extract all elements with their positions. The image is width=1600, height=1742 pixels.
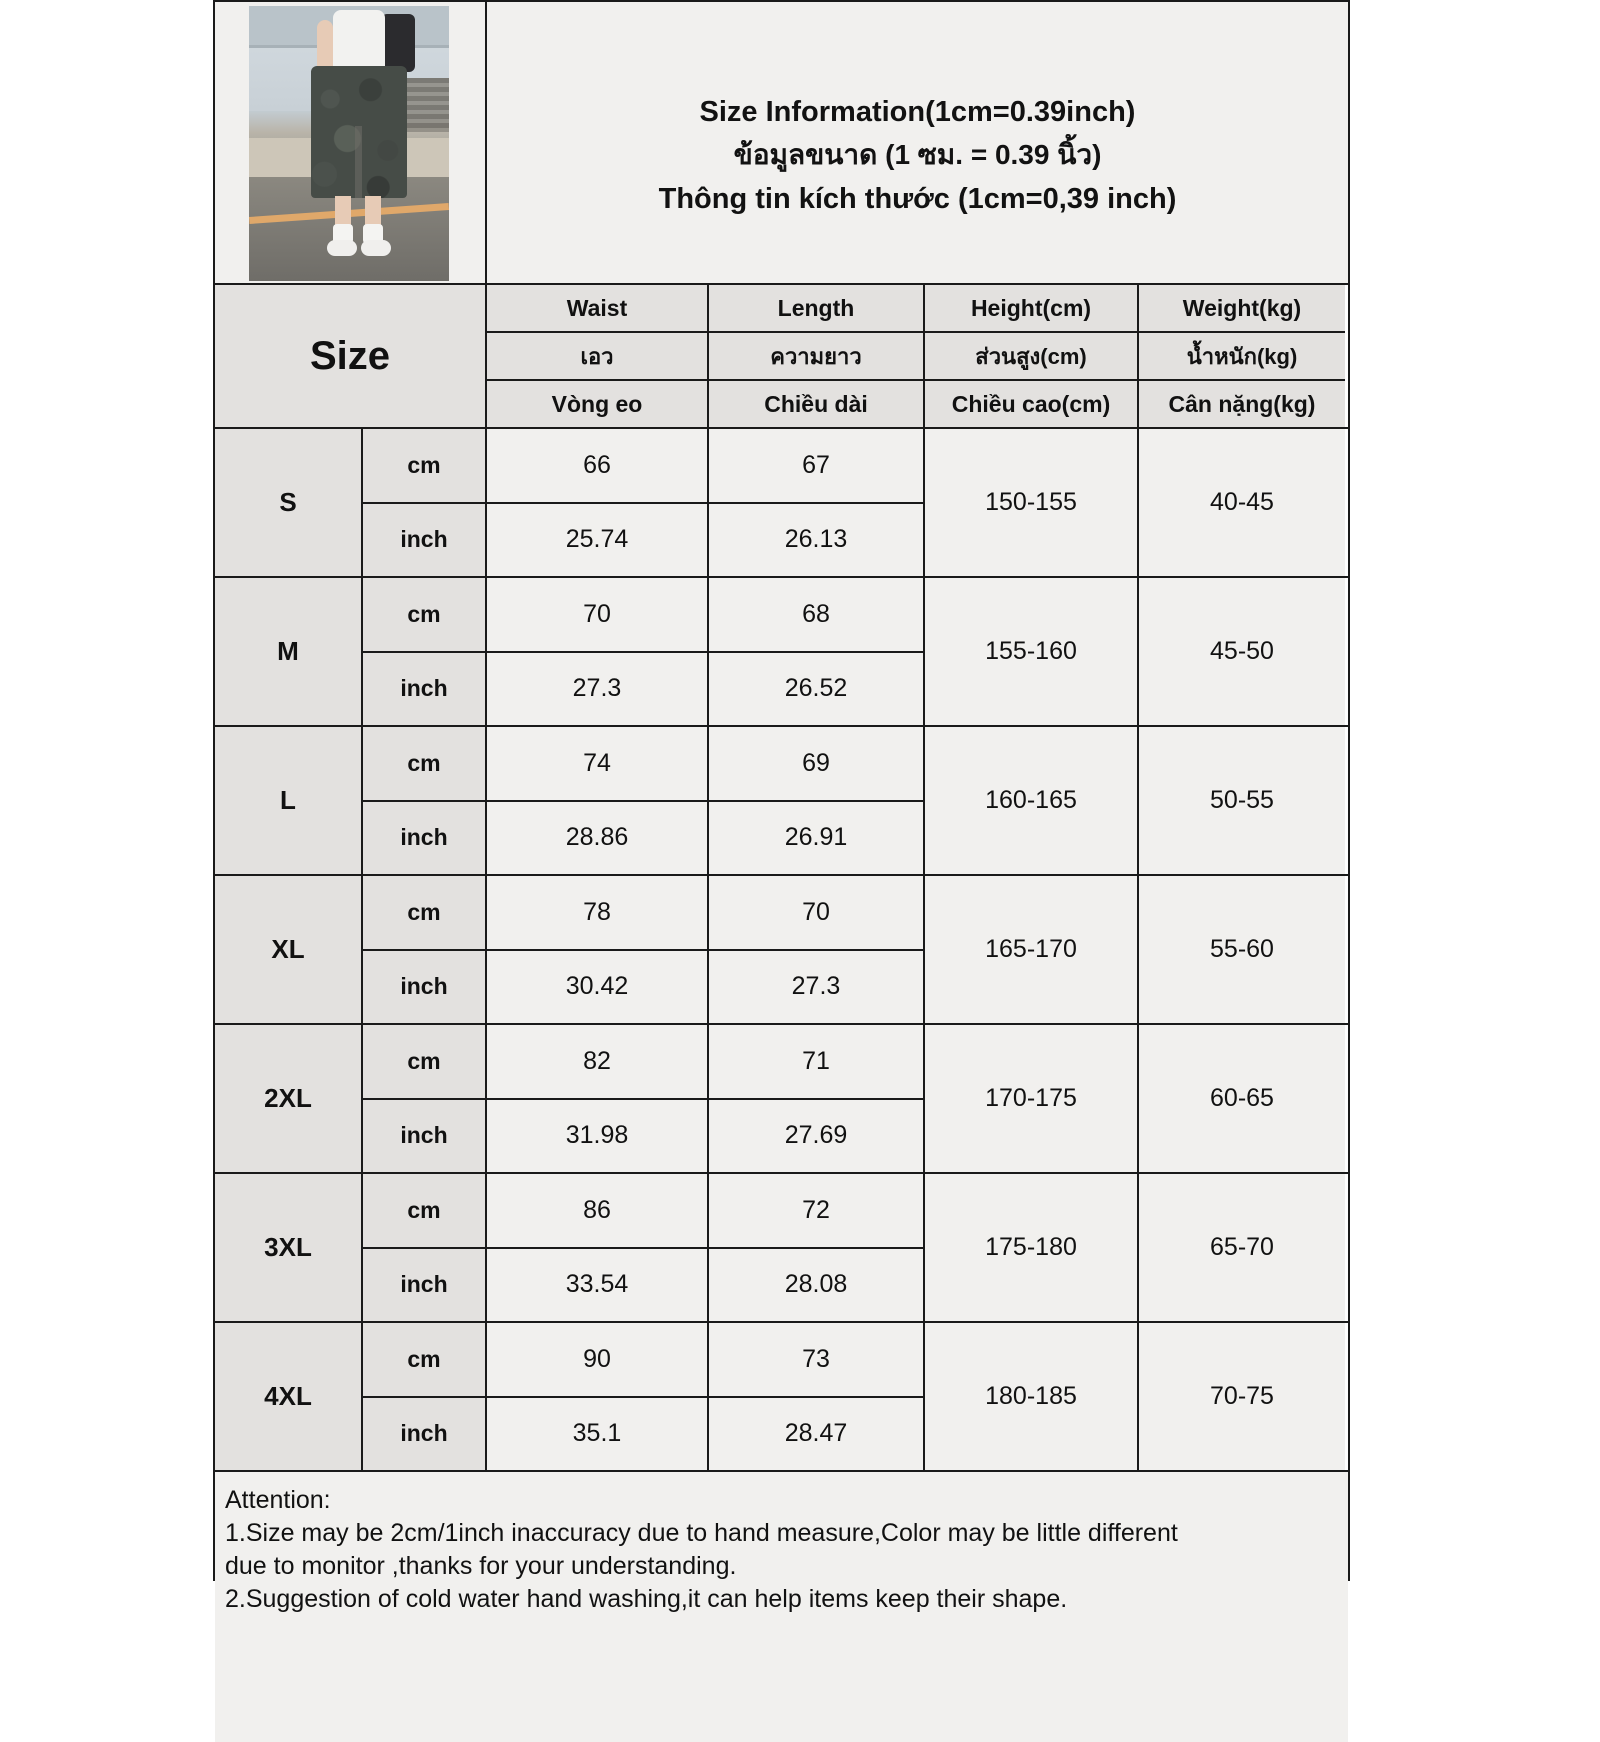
table-row — [215, 1174, 1348, 1323]
size-column-label: Size — [215, 285, 487, 427]
column-height-th: ส่วนสูง(cm) — [925, 333, 1137, 381]
length-values — [709, 727, 925, 874]
cell-unit-inch: inch — [363, 1249, 485, 1322]
column-height-vi: Chiều cao(cm) — [925, 381, 1137, 427]
attention-line-2: due to monitor ,thanks for your understanding. — [225, 1552, 737, 1580]
cell-length-inch: 27.3 — [709, 951, 923, 1024]
table-row — [215, 876, 1348, 1025]
cell-waist-inch: 33.54 — [487, 1249, 707, 1322]
cell-length-inch: 27.69 — [709, 1100, 923, 1173]
cell-unit-cm: cm — [363, 1174, 485, 1249]
cell-size: S — [215, 429, 363, 576]
cell-length-inch: 26.13 — [709, 504, 923, 577]
cell-size: 3XL — [215, 1174, 363, 1321]
cell-unit-inch: inch — [363, 951, 485, 1024]
cell-unit-inch: inch — [363, 802, 485, 875]
cell-unit-cm: cm — [363, 1323, 485, 1398]
cell-weight-range: 70-75 — [1139, 1323, 1345, 1470]
photo-model-leg-gap — [355, 126, 362, 198]
cell-waist-cm: 82 — [487, 1025, 707, 1100]
cell-weight-range: 60-65 — [1139, 1025, 1345, 1172]
attention-line-3: 2.Suggestion of cold water hand washing,it can help items keep their shape. — [225, 1585, 1068, 1613]
unit-column — [363, 727, 487, 874]
cell-unit-cm: cm — [363, 429, 485, 504]
cell-waist-cm: 78 — [487, 876, 707, 951]
cell-size: L — [215, 727, 363, 874]
cell-height-range: 165-170 — [925, 876, 1139, 1023]
cell-length-inch: 28.47 — [709, 1398, 923, 1471]
column-length-en: Length — [709, 285, 923, 333]
table-row — [215, 727, 1348, 876]
column-header-band — [215, 285, 1348, 429]
cell-weight-range: 55-60 — [1139, 876, 1345, 1023]
waist-values — [487, 1174, 709, 1321]
cell-height-range: 160-165 — [925, 727, 1139, 874]
unit-column — [363, 578, 487, 725]
cell-waist-cm: 86 — [487, 1174, 707, 1249]
cell-height-range: 180-185 — [925, 1323, 1139, 1470]
cell-unit-inch: inch — [363, 1398, 485, 1471]
cell-waist-inch: 30.42 — [487, 951, 707, 1024]
column-length — [709, 285, 925, 427]
attention-heading: Attention: — [225, 1486, 331, 1514]
column-length-vi: Chiều dài — [709, 381, 923, 427]
column-weight-th: น้ำหนัก(kg) — [1139, 333, 1345, 381]
table-row — [215, 578, 1348, 727]
cell-length-cm: 70 — [709, 876, 923, 951]
length-values — [709, 429, 925, 576]
photo-model-top — [333, 10, 385, 72]
table-row — [215, 1323, 1348, 1472]
cell-waist-inch: 31.98 — [487, 1100, 707, 1173]
column-waist-en: Waist — [487, 285, 707, 333]
unit-column — [363, 1323, 487, 1470]
cell-length-cm: 71 — [709, 1025, 923, 1100]
waist-values — [487, 1323, 709, 1470]
photo-model-bag — [381, 14, 415, 72]
photo-model-left-shoe — [327, 240, 357, 256]
column-weight — [1139, 285, 1345, 427]
title-english: Size Information(1cm=0.39inch) — [699, 96, 1136, 129]
title-vietnamese: Thông tin kích thước (1cm=0,39 inch) — [658, 182, 1177, 215]
column-weight-vi: Cân nặng(kg) — [1139, 381, 1345, 427]
cell-unit-inch: inch — [363, 504, 485, 577]
cell-length-cm: 72 — [709, 1174, 923, 1249]
cell-unit-cm: cm — [363, 876, 485, 951]
cell-unit-inch: inch — [363, 1100, 485, 1173]
length-values — [709, 1025, 925, 1172]
cell-height-range: 170-175 — [925, 1025, 1139, 1172]
cell-waist-cm: 90 — [487, 1323, 707, 1398]
product-photo — [249, 6, 449, 281]
length-values — [709, 1174, 925, 1321]
column-waist-vi: Vòng eo — [487, 381, 707, 427]
cell-length-cm: 67 — [709, 429, 923, 504]
title-thai: ข้อมูลขนาด (1 ซม. = 0.39 นิ้ว) — [733, 139, 1102, 171]
cell-size: M — [215, 578, 363, 725]
cell-waist-cm: 66 — [487, 429, 707, 504]
cell-waist-inch: 27.3 — [487, 653, 707, 726]
length-values — [709, 578, 925, 725]
cell-length-inch: 26.91 — [709, 802, 923, 875]
product-photo-cell — [215, 2, 487, 283]
unit-column — [363, 1025, 487, 1172]
attention-block — [215, 1472, 1348, 1742]
cell-unit-cm: cm — [363, 1025, 485, 1100]
measurement-columns — [487, 285, 1348, 427]
waist-values — [487, 876, 709, 1023]
cell-length-cm: 73 — [709, 1323, 923, 1398]
unit-column — [363, 876, 487, 1023]
cell-unit-cm: cm — [363, 578, 485, 653]
length-values — [709, 876, 925, 1023]
unit-column — [363, 429, 487, 576]
column-height-en: Height(cm) — [925, 285, 1137, 333]
table-row — [215, 429, 1348, 578]
cell-waist-inch: 28.86 — [487, 802, 707, 875]
column-waist — [487, 285, 709, 427]
cell-height-range: 175-180 — [925, 1174, 1139, 1321]
cell-length-cm: 68 — [709, 578, 923, 653]
title-cell — [487, 2, 1348, 283]
cell-weight-range: 45-50 — [1139, 578, 1345, 725]
cell-unit-cm: cm — [363, 727, 485, 802]
cell-size: 2XL — [215, 1025, 363, 1172]
cell-waist-cm: 70 — [487, 578, 707, 653]
cell-length-inch: 26.52 — [709, 653, 923, 726]
cell-height-range: 155-160 — [925, 578, 1139, 725]
cell-waist-inch: 35.1 — [487, 1398, 707, 1471]
column-height — [925, 285, 1139, 427]
column-waist-th: เอว — [487, 333, 707, 381]
size-chart-sheet — [213, 0, 1350, 1613]
length-values — [709, 1323, 925, 1470]
column-length-th: ความยาว — [709, 333, 923, 381]
cell-waist-inch: 25.74 — [487, 504, 707, 577]
size-rows — [215, 429, 1348, 1472]
waist-values — [487, 578, 709, 725]
cell-height-range: 150-155 — [925, 429, 1139, 576]
attention-line-1: 1.Size may be 2cm/1inch inaccuracy due to hand measure,Color may be little different — [225, 1519, 1178, 1547]
cell-weight-range: 50-55 — [1139, 727, 1345, 874]
cell-unit-inch: inch — [363, 653, 485, 726]
unit-column — [363, 1174, 487, 1321]
waist-values — [487, 727, 709, 874]
sheet-header — [215, 2, 1348, 285]
cell-size: XL — [215, 876, 363, 1023]
cell-weight-range: 65-70 — [1139, 1174, 1345, 1321]
cell-length-cm: 69 — [709, 727, 923, 802]
cell-waist-cm: 74 — [487, 727, 707, 802]
cell-weight-range: 40-45 — [1139, 429, 1345, 576]
waist-values — [487, 1025, 709, 1172]
column-weight-en: Weight(kg) — [1139, 285, 1345, 333]
photo-model-right-shoe — [361, 240, 391, 256]
waist-values — [487, 429, 709, 576]
cell-size: 4XL — [215, 1323, 363, 1470]
cell-length-inch: 28.08 — [709, 1249, 923, 1322]
table-row — [215, 1025, 1348, 1174]
